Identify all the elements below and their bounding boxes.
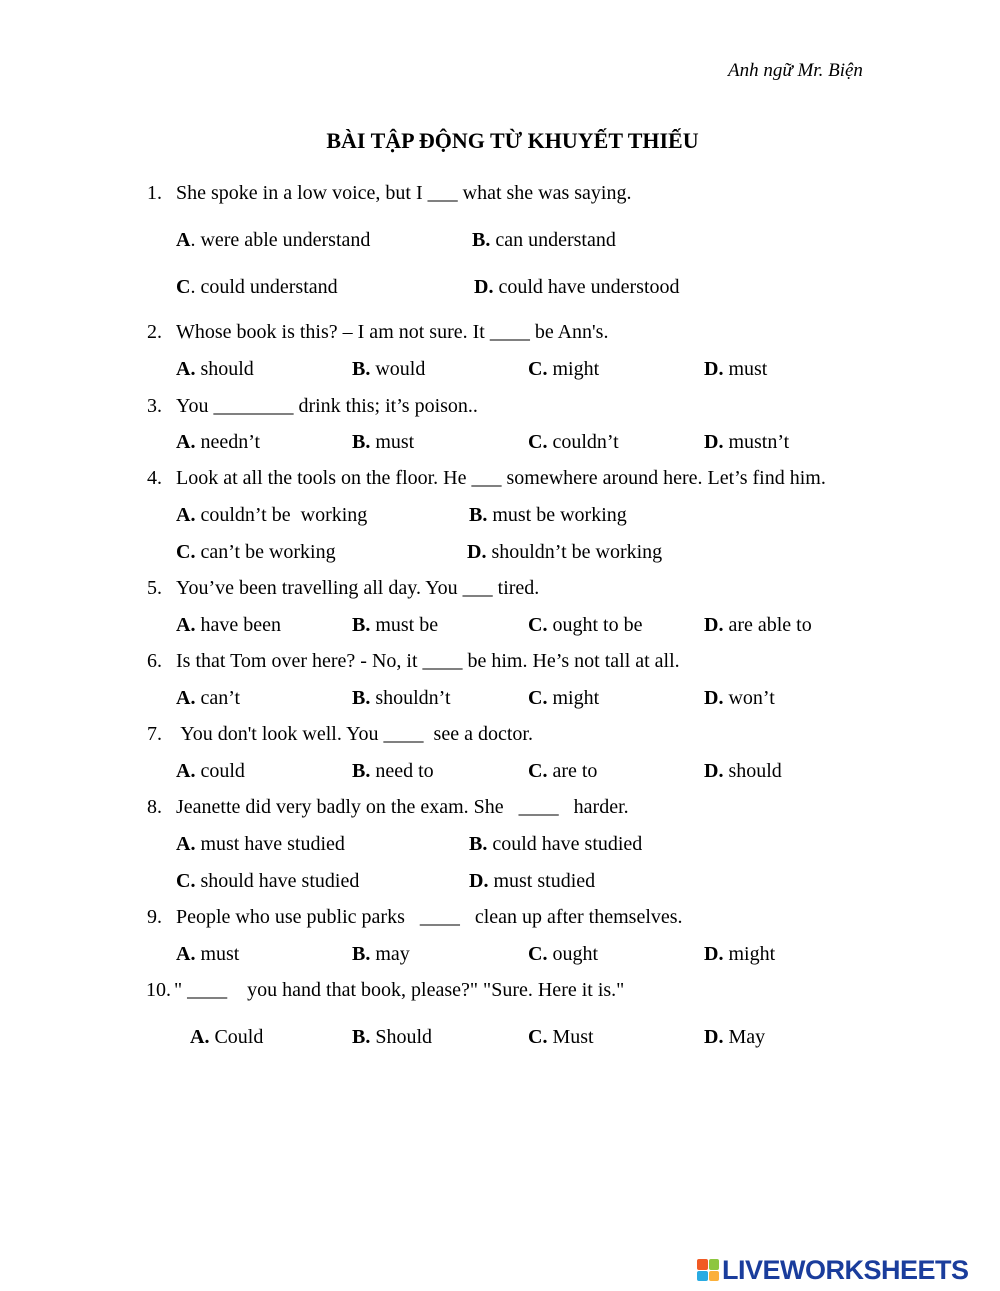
answer-option [352, 688, 451, 708]
option-text: must be [370, 614, 439, 636]
option-letter: A. [190, 1026, 210, 1048]
answer-option [528, 761, 597, 781]
question-text: You don't look well. You ____ see a doctor. [176, 723, 533, 745]
option-text: have been [195, 614, 281, 636]
option-text: mustn’t [723, 431, 790, 453]
answer-option [352, 1027, 432, 1047]
answer-option [176, 615, 281, 635]
answer-option [176, 871, 359, 891]
answer-option [176, 230, 370, 250]
option-letter: B. [352, 943, 371, 965]
option-letter: B. [352, 431, 371, 453]
answer-option [528, 688, 599, 708]
question-number: 5. [147, 577, 162, 599]
question-text: She spoke in a low voice, but I ___ what she was saying. [176, 182, 632, 204]
option-letter: C. [176, 541, 196, 563]
option-text: are to [547, 760, 598, 782]
option-text: would [370, 358, 426, 380]
option-letter: C. [528, 614, 548, 636]
option-text: must studied [488, 870, 596, 892]
question-number: 4. [147, 467, 162, 489]
brand-name: LIVEWORKSHEETS [722, 1254, 969, 1285]
answer-option [176, 432, 260, 452]
question-text: Look at all the tools on the floor. He ___ somewhere around here. Let’s find him. [176, 467, 826, 489]
answer-option [704, 944, 775, 964]
question-number: 1. [147, 182, 162, 204]
question-number: 10. [146, 979, 171, 1001]
option-text: can understand [490, 229, 616, 251]
answer-option [352, 761, 434, 781]
option-text: should [195, 358, 254, 380]
option-text: could understand [195, 276, 338, 298]
option-letter: D. [474, 276, 494, 298]
option-text: shouldn’t [370, 687, 451, 709]
option-text: could [195, 760, 245, 782]
answer-option [704, 432, 789, 452]
question-text: Whose book is this? – I am not sure. It ____ be Ann's. [176, 321, 609, 343]
answer-option [176, 944, 239, 964]
option-text: must be working [487, 504, 627, 526]
question-number: 7. [147, 723, 162, 745]
option-text: could have studied [487, 833, 643, 855]
option-letter: C. [176, 870, 196, 892]
answer-option [704, 688, 775, 708]
option-text: needn’t [195, 431, 261, 453]
option-letter: A. [176, 943, 196, 965]
option-text: Should [370, 1026, 433, 1048]
author-credit: Anh ngữ Mr. Biện [728, 60, 863, 81]
option-text: May [723, 1026, 766, 1048]
option-letter: C [176, 276, 191, 298]
option-text: were able understand [195, 229, 371, 251]
liveworksheets-logo-icon [697, 1259, 719, 1281]
answer-option [352, 432, 414, 452]
option-letter: A. [176, 504, 196, 526]
option-letter: B. [352, 760, 371, 782]
answer-option [528, 432, 619, 452]
option-letter: D. [704, 358, 724, 380]
answer-option [176, 542, 336, 562]
logo-square [709, 1271, 720, 1282]
option-letter: A. [176, 760, 196, 782]
question-number: 3. [147, 395, 162, 417]
option-text: Must [547, 1026, 594, 1048]
option-text: must [723, 358, 768, 380]
option-letter: B. [352, 614, 371, 636]
answer-option [474, 277, 680, 297]
option-letter: B. [352, 687, 371, 709]
option-text: ought [547, 943, 599, 965]
option-letter: B. [469, 504, 488, 526]
option-text: shouldn’t be working [486, 541, 663, 563]
option-letter: D. [704, 687, 724, 709]
answer-option [469, 834, 642, 854]
option-letter: A. [176, 358, 196, 380]
option-text: might [547, 358, 600, 380]
option-text: can’t be working [195, 541, 336, 563]
answer-option [190, 1027, 263, 1047]
option-text: are able to [723, 614, 812, 636]
liveworksheets-brand [697, 1256, 969, 1284]
answer-option [704, 761, 782, 781]
option-letter: A. [176, 687, 196, 709]
option-text: may [370, 943, 410, 965]
option-text: might [547, 687, 600, 709]
option-letter: C. [528, 431, 548, 453]
option-text: might [723, 943, 776, 965]
option-letter: A [176, 229, 191, 251]
option-letter: A. [176, 833, 196, 855]
option-text: couldn’t be working [195, 504, 368, 526]
answer-option [704, 359, 767, 379]
option-letter: B. [352, 1026, 371, 1048]
answer-option [528, 944, 598, 964]
answer-option [176, 277, 338, 297]
option-text: must [370, 431, 415, 453]
option-letter: D. [467, 541, 487, 563]
option-text: need to [370, 760, 434, 782]
answer-option [472, 230, 616, 250]
option-text: couldn’t [547, 431, 619, 453]
answer-option [352, 944, 410, 964]
option-text: must have studied [195, 833, 345, 855]
answer-option [176, 505, 367, 525]
question-text: You’ve been travelling all day. You ___ tired. [176, 577, 540, 599]
answer-option [176, 834, 345, 854]
page-title: BÀI TẬP ĐỘNG TỪ KHUYẾT THIẾU [326, 128, 699, 153]
option-letter: A. [176, 614, 196, 636]
question-text: Is that Tom over here? - No, it ____ be him. He’s not tall at all. [176, 650, 680, 672]
question-number: 8. [147, 796, 162, 818]
answer-option [528, 1027, 594, 1047]
option-text: must [195, 943, 240, 965]
answer-option [352, 615, 438, 635]
option-text: can’t [195, 687, 241, 709]
answer-option [528, 615, 642, 635]
option-letter: C. [528, 943, 548, 965]
option-letter: C. [528, 760, 548, 782]
option-text: should have studied [195, 870, 360, 892]
option-letter: D. [469, 870, 489, 892]
answer-option [352, 359, 425, 379]
question-text: " ____ you hand that book, please?" "Sure. Here it is." [174, 979, 625, 1001]
answer-option [528, 359, 599, 379]
option-letter: B. [472, 229, 491, 251]
answer-option [176, 761, 245, 781]
answer-option [467, 542, 662, 562]
option-letter: D. [704, 1026, 724, 1048]
logo-square [697, 1271, 708, 1282]
option-letter: C. [528, 1026, 548, 1048]
question-text: People who use public parks ____ clean up after themselves. [176, 906, 683, 928]
option-text: won’t [723, 687, 775, 709]
logo-square [709, 1259, 720, 1270]
answer-option [176, 688, 240, 708]
option-text: ought to be [547, 614, 643, 636]
option-separator: . [190, 276, 196, 298]
option-letter: D. [704, 614, 724, 636]
option-separator: . [190, 229, 196, 251]
option-text: could have understood [493, 276, 680, 298]
option-letter: D. [704, 431, 724, 453]
question-text: You ________ drink this; it’s poison.. [176, 395, 478, 417]
answer-option [704, 615, 812, 635]
option-letter: A. [176, 431, 196, 453]
answer-option [469, 505, 627, 525]
option-letter: C. [528, 687, 548, 709]
option-text: should [723, 760, 782, 782]
logo-square [697, 1259, 708, 1270]
question-text: Jeanette did very badly on the exam. She ____ harder. [176, 796, 629, 818]
option-text: Could [209, 1026, 264, 1048]
option-letter: C. [528, 358, 548, 380]
question-number: 9. [147, 906, 162, 928]
option-letter: B. [352, 358, 371, 380]
option-letter: D. [704, 760, 724, 782]
option-letter: D. [704, 943, 724, 965]
answer-option [176, 359, 254, 379]
option-letter: B. [469, 833, 488, 855]
question-number: 6. [147, 650, 162, 672]
answer-option [469, 871, 595, 891]
answer-option [704, 1027, 765, 1047]
question-number: 2. [147, 321, 162, 343]
